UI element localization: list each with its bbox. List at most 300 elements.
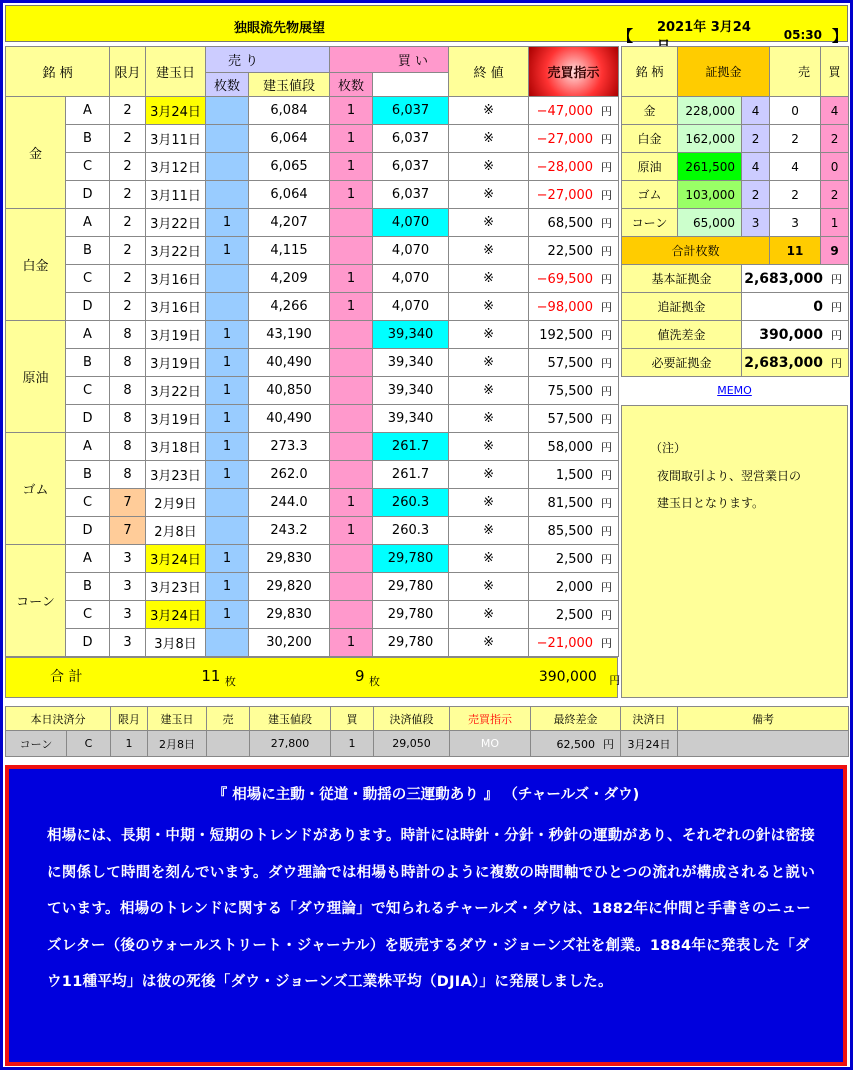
diff-value: −27,000 — [536, 131, 594, 147]
sell-count: 1 — [206, 349, 249, 377]
settle-letter: C — [67, 731, 111, 757]
diff-value: 68,500 — [547, 215, 594, 231]
sell-count — [206, 293, 249, 321]
side-buy: 2 — [821, 181, 849, 209]
mark-to-market — [529, 349, 619, 377]
position-row — [6, 209, 619, 237]
instruction-mark: ※ — [449, 181, 529, 209]
sell-count: 1 — [206, 461, 249, 489]
diff-value: 1,500 — [555, 467, 594, 483]
sell-count: 1 — [206, 209, 249, 237]
position-row — [6, 265, 619, 293]
side-margin: 162,000 — [678, 125, 742, 153]
diff-value: 81,500 — [547, 495, 594, 511]
position-letter: D — [66, 405, 110, 433]
close-price: 6,037 — [373, 97, 449, 125]
position-month: 8 — [110, 321, 146, 349]
yen-unit: 円 — [601, 356, 613, 370]
settle-date: 2月8日 — [148, 731, 207, 757]
sell-count: 1 — [206, 601, 249, 629]
side-sell: 2 — [770, 125, 821, 153]
position-row — [6, 349, 619, 377]
yen-unit: 円 — [601, 272, 613, 286]
side-commodity: 白金 — [622, 125, 678, 153]
col-header-month: 限月 — [110, 47, 146, 97]
buy-count: 1 — [330, 293, 373, 321]
position-date: 3月18日 — [146, 433, 206, 461]
settle-yen: 円 — [603, 737, 614, 751]
position-date: 3月24日 — [146, 97, 206, 125]
close-price: 39,340 — [373, 321, 449, 349]
position-month: 2 — [110, 125, 146, 153]
entry-price: 40,850 — [249, 377, 330, 405]
settle-header-sell: 売 — [207, 707, 250, 731]
mark-to-market — [529, 209, 619, 237]
mark-to-market — [529, 237, 619, 265]
col-header-buy-count: 枚数 — [330, 73, 373, 97]
side-commodity: ゴム — [622, 181, 678, 209]
close-price: 29,780 — [373, 629, 449, 657]
position-row — [6, 461, 619, 489]
sell-count — [206, 181, 249, 209]
settle-header-final-diff: 最終差金 — [531, 707, 621, 731]
close-price: 260.3 — [373, 517, 449, 545]
close-price: 260.3 — [373, 489, 449, 517]
side-margin: 261,500 — [678, 153, 742, 181]
position-row — [6, 517, 619, 545]
close-price: 6,037 — [373, 181, 449, 209]
diff-value: 57,500 — [547, 411, 594, 427]
mark-to-market — [529, 125, 619, 153]
position-month: 2 — [110, 181, 146, 209]
buy-count: 1 — [330, 489, 373, 517]
positions-table — [5, 46, 619, 657]
time-text: 05:30 — [783, 28, 822, 42]
yen-unit: 円 — [601, 496, 613, 510]
mark-to-market — [529, 517, 619, 545]
settlement-table — [5, 706, 849, 757]
position-row — [6, 377, 619, 405]
position-letter: B — [66, 237, 110, 265]
entry-price: 6,064 — [249, 181, 330, 209]
side-header-meigara: 銘 柄 — [622, 47, 678, 97]
summary-yen: 円 — [831, 272, 843, 286]
instruction-mark: ※ — [449, 377, 529, 405]
side-header-buy: 買 — [821, 47, 849, 97]
instruction-mark: ※ — [449, 293, 529, 321]
position-date: 3月24日 — [146, 601, 206, 629]
buy-count — [330, 573, 373, 601]
position-date: 3月19日 — [146, 321, 206, 349]
diff-value: −28,000 — [536, 159, 594, 175]
settle-final-diff: 62,500 — [556, 737, 595, 751]
settle-instruction: MO — [450, 731, 531, 757]
side-commodity: 金 — [622, 97, 678, 125]
close-price: 39,340 — [373, 349, 449, 377]
position-row — [6, 405, 619, 433]
mark-to-market — [529, 265, 619, 293]
yen-unit: 円 — [601, 188, 613, 202]
commodity-name: 白金 — [6, 209, 66, 321]
summary-yen: 円 — [831, 356, 843, 370]
side-margin: 65,000 — [678, 209, 742, 237]
instruction-mark: ※ — [449, 601, 529, 629]
sell-count: 1 — [206, 545, 249, 573]
yen-unit: 円 — [601, 580, 613, 594]
yen-unit: 円 — [601, 300, 613, 314]
summary-value: 2,683,000 — [744, 270, 824, 287]
side-buy: 2 — [821, 125, 849, 153]
sell-count — [206, 97, 249, 125]
position-date: 3月16日 — [146, 293, 206, 321]
close-price: 29,780 — [373, 545, 449, 573]
position-row — [6, 545, 619, 573]
entry-price: 4,207 — [249, 209, 330, 237]
instruction-mark: ※ — [449, 125, 529, 153]
position-month: 3 — [110, 573, 146, 601]
mark-to-market — [529, 545, 619, 573]
diff-value: 2,500 — [555, 551, 594, 567]
entry-price: 6,064 — [249, 125, 330, 153]
summary-value: 0 — [813, 298, 824, 315]
total-buy: 9 — [354, 666, 365, 685]
side-count: 2 — [742, 125, 770, 153]
summary-value: 390,000 — [759, 326, 824, 343]
settle-settle-price: 29,050 — [374, 731, 450, 757]
close-price: 4,070 — [373, 209, 449, 237]
position-row — [6, 489, 619, 517]
side-buy: 0 — [821, 153, 849, 181]
buy-count — [330, 461, 373, 489]
entry-price: 40,490 — [249, 405, 330, 433]
title-bar — [5, 5, 848, 45]
sell-count: 1 — [206, 433, 249, 461]
buy-count: 1 — [330, 265, 373, 293]
position-row — [6, 629, 619, 657]
position-letter: A — [66, 545, 110, 573]
mark-to-market — [529, 97, 619, 125]
diff-value: −21,000 — [536, 635, 594, 651]
mark-to-market — [529, 321, 619, 349]
close-price: 261.7 — [373, 461, 449, 489]
commodity-name: 金 — [6, 97, 66, 209]
side-sell: 3 — [770, 209, 821, 237]
mark-to-market — [529, 629, 619, 657]
position-row — [6, 433, 619, 461]
position-letter: B — [66, 125, 110, 153]
entry-price: 29,830 — [249, 601, 330, 629]
entry-price: 30,200 — [249, 629, 330, 657]
position-date: 3月23日 — [146, 461, 206, 489]
position-letter: A — [66, 433, 110, 461]
position-date: 3月11日 — [146, 181, 206, 209]
position-letter: C — [66, 265, 110, 293]
close-price: 4,070 — [373, 265, 449, 293]
buy-count: 1 — [330, 181, 373, 209]
side-buy: 1 — [821, 209, 849, 237]
side-sell: 2 — [770, 181, 821, 209]
positions-total — [5, 657, 621, 698]
position-date: 3月16日 — [146, 265, 206, 293]
yen-unit: 円 — [601, 104, 613, 118]
side-count: 3 — [742, 209, 770, 237]
col-header-sell: 売 り — [206, 47, 330, 73]
entry-price: 273.3 — [249, 433, 330, 461]
yen-unit: 円 — [601, 216, 613, 230]
memo-panel — [621, 405, 848, 698]
position-month: 3 — [110, 629, 146, 657]
position-month: 8 — [110, 433, 146, 461]
instruction-mark: ※ — [449, 237, 529, 265]
sell-count — [206, 517, 249, 545]
instruction-mark: ※ — [449, 489, 529, 517]
diff-value: 2,000 — [555, 579, 594, 595]
instruction-mark: ※ — [449, 265, 529, 293]
position-letter: D — [66, 293, 110, 321]
yen-unit: 円 — [601, 524, 613, 538]
position-letter: C — [66, 489, 110, 517]
diff-value: 57,500 — [547, 355, 594, 371]
col-header-buy: 買 い — [330, 47, 449, 73]
diff-value: 75,500 — [547, 383, 594, 399]
position-letter: D — [66, 181, 110, 209]
yen-unit: 円 — [601, 160, 613, 174]
position-row — [6, 237, 619, 265]
buy-count — [330, 209, 373, 237]
buy-count: 1 — [330, 125, 373, 153]
sell-count — [206, 489, 249, 517]
side-count: 2 — [742, 181, 770, 209]
summary-label: 値洗差金 — [622, 321, 742, 349]
entry-price: 6,084 — [249, 97, 330, 125]
settle-name: コーン — [6, 731, 67, 757]
summary-label: 必要証拠金 — [622, 349, 742, 377]
entry-price: 262.0 — [249, 461, 330, 489]
entry-price: 29,820 — [249, 573, 330, 601]
position-month: 3 — [110, 545, 146, 573]
yen-unit: 円 — [601, 384, 613, 398]
settle-header-today: 本日決済分 — [6, 707, 111, 731]
settle-month: 1 — [111, 731, 148, 757]
margin-row — [622, 181, 849, 209]
buy-count — [330, 237, 373, 265]
position-date: 3月24日 — [146, 545, 206, 573]
position-row — [6, 181, 619, 209]
total-label: 合 計 — [50, 669, 83, 685]
settle-header-settle-price: 決済値段 — [374, 707, 450, 731]
summary-yen: 円 — [831, 328, 843, 342]
close-price: 39,340 — [373, 405, 449, 433]
settle-note — [678, 731, 849, 757]
col-header-instruction: 売買指示 — [529, 47, 619, 97]
yen-unit: 円 — [601, 636, 613, 650]
summary-label: 追証拠金 — [622, 293, 742, 321]
position-date: 3月23日 — [146, 573, 206, 601]
side-commodity: 原油 — [622, 153, 678, 181]
summary-label: 基本証拠金 — [622, 265, 742, 293]
memo-line-2: 建玉日となります。 — [657, 496, 765, 510]
position-month: 2 — [110, 237, 146, 265]
position-date: 3月22日 — [146, 377, 206, 405]
position-month: 2 — [110, 97, 146, 125]
instruction-mark: ※ — [449, 321, 529, 349]
col-header-price: 建玉値段 — [249, 73, 330, 97]
settle-price: 27,800 — [250, 731, 331, 757]
yen-unit: 円 — [601, 468, 613, 482]
bracket-left: 【 — [618, 26, 634, 45]
commentary-text: 相場には、長期・中期・短期のトレンドがあります。時計には時針・分針・秒針の運動があり、それぞれの針は密接に関係して時間を刻んでいます。ダウ理論では相場も時計のように複数の時間軸でひとつの流れが構成されると説いています。相場のトレンドに関する「ダウ理論」で知られるチャールズ・ダウは、1882年に仲間と手書きのニューズレター（後のウォールストリート・ジャーナル）を販売するダウ・ジョーンズ社を創業。1884年に発表した「ダウ11種平均」は彼の死後「ダウ・ジョーンズ工業株平均（DJIA）」に発展しました。 — [47, 828, 816, 990]
diff-value: 58,000 — [547, 439, 594, 455]
position-month: 8 — [110, 349, 146, 377]
position-row — [6, 97, 619, 125]
position-letter: D — [66, 629, 110, 657]
instruction-mark: ※ — [449, 153, 529, 181]
total-buy-unit: 枚 — [368, 674, 380, 688]
buy-count — [330, 545, 373, 573]
buy-count — [330, 377, 373, 405]
margin-row — [622, 209, 849, 237]
position-month: 3 — [110, 601, 146, 629]
settle-buy: 1 — [331, 731, 374, 757]
entry-price: 40,490 — [249, 349, 330, 377]
mark-to-market — [529, 461, 619, 489]
total-sell-unit: 枚 — [224, 675, 236, 688]
side-sell: 0 — [770, 97, 821, 125]
yen-unit: 円 — [601, 328, 613, 342]
buy-count — [330, 321, 373, 349]
yen-unit: 円 — [601, 440, 613, 454]
margin-row — [622, 97, 849, 125]
mark-to-market — [529, 405, 619, 433]
position-letter: A — [66, 97, 110, 125]
commentary-title: 『 相場に主動・従道・動揺の三運動あり 』 （チャールズ・ダウ) — [212, 787, 640, 803]
margin-row — [622, 125, 849, 153]
position-letter: C — [66, 601, 110, 629]
diff-value: −69,500 — [536, 271, 594, 287]
total-diff: 390,000 — [538, 668, 597, 685]
entry-price: 4,209 — [249, 265, 330, 293]
position-month: 2 — [110, 265, 146, 293]
close-price: 39,340 — [373, 377, 449, 405]
settle-header-date: 建玉日 — [148, 707, 207, 731]
entry-price: 4,266 — [249, 293, 330, 321]
page-title: 独眼流先物展望 — [234, 21, 326, 36]
mark-to-market — [529, 153, 619, 181]
entry-price: 244.0 — [249, 489, 330, 517]
position-date: 3月19日 — [146, 349, 206, 377]
commodity-name: コーン — [6, 545, 66, 657]
position-row — [6, 125, 619, 153]
yen-unit: 円 — [601, 608, 613, 622]
mark-to-market — [529, 601, 619, 629]
position-month: 7 — [110, 517, 146, 545]
diff-value: 192,500 — [539, 327, 594, 343]
date-text: 2021年 3月24 — [657, 20, 751, 35]
commodity-name: 原油 — [6, 321, 66, 433]
memo-line-1: 夜間取引より、翌営業日の — [657, 469, 802, 483]
diff-value: 2,500 — [555, 607, 594, 623]
instruction-mark: ※ — [449, 573, 529, 601]
commentary-box — [5, 765, 847, 1066]
settle-header-price: 建玉値段 — [250, 707, 331, 731]
sell-count: 1 — [206, 405, 249, 433]
position-letter: A — [66, 321, 110, 349]
position-date: 2月9日 — [146, 489, 206, 517]
settle-header-instruction: 売買指示 — [450, 707, 531, 731]
mark-to-market — [529, 181, 619, 209]
side-total-buy: 9 — [821, 237, 849, 265]
memo-link[interactable]: MEMO — [717, 384, 752, 397]
mark-to-market — [529, 573, 619, 601]
yen-unit: 円 — [601, 412, 613, 426]
diff-value: 22,500 — [547, 243, 594, 259]
margin-table — [621, 46, 849, 377]
side-count: 4 — [742, 97, 770, 125]
position-row — [6, 573, 619, 601]
settle-header-note: 備考 — [678, 707, 849, 731]
settle-header-settle-date: 決済日 — [621, 707, 678, 731]
position-date: 3月8日 — [146, 629, 206, 657]
sell-count — [206, 265, 249, 293]
settle-sell — [207, 731, 250, 757]
close-price: 29,780 — [373, 601, 449, 629]
settle-header-month: 限月 — [111, 707, 148, 731]
position-letter: C — [66, 377, 110, 405]
position-month: 8 — [110, 405, 146, 433]
position-letter: A — [66, 209, 110, 237]
summary-value: 2,683,000 — [744, 354, 824, 371]
yen-unit: 円 — [601, 552, 613, 566]
close-price: 6,037 — [373, 125, 449, 153]
instruction-mark: ※ — [449, 433, 529, 461]
buy-count — [330, 433, 373, 461]
sell-count: 1 — [206, 573, 249, 601]
instruction-mark: ※ — [449, 545, 529, 573]
position-month: 2 — [110, 293, 146, 321]
position-letter: B — [66, 349, 110, 377]
mark-to-market — [529, 433, 619, 461]
close-price: 4,070 — [373, 293, 449, 321]
sell-count — [206, 125, 249, 153]
settle-settle-date: 3月24日 — [621, 731, 678, 757]
entry-price: 6,065 — [249, 153, 330, 181]
instruction-mark: ※ — [449, 97, 529, 125]
position-month: 8 — [110, 377, 146, 405]
position-date: 3月19日 — [146, 405, 206, 433]
sell-count: 1 — [206, 377, 249, 405]
position-date: 3月22日 — [146, 237, 206, 265]
mark-to-market — [529, 293, 619, 321]
yen-unit: 円 — [601, 244, 613, 258]
instruction-mark: ※ — [449, 349, 529, 377]
close-price: 29,780 — [373, 573, 449, 601]
position-row — [6, 293, 619, 321]
col-header-meigara: 銘 柄 — [6, 47, 110, 97]
instruction-mark: ※ — [449, 405, 529, 433]
entry-price: 4,115 — [249, 237, 330, 265]
position-row — [6, 153, 619, 181]
close-price: 261.7 — [373, 433, 449, 461]
col-header-close: 終 値 — [449, 47, 529, 97]
mark-to-market — [529, 377, 619, 405]
position-letter: C — [66, 153, 110, 181]
mark-to-market — [529, 489, 619, 517]
position-month: 2 — [110, 153, 146, 181]
side-buy: 4 — [821, 97, 849, 125]
buy-count — [330, 405, 373, 433]
col-header-sell-count: 枚数 — [206, 73, 249, 97]
side-margin: 228,000 — [678, 97, 742, 125]
